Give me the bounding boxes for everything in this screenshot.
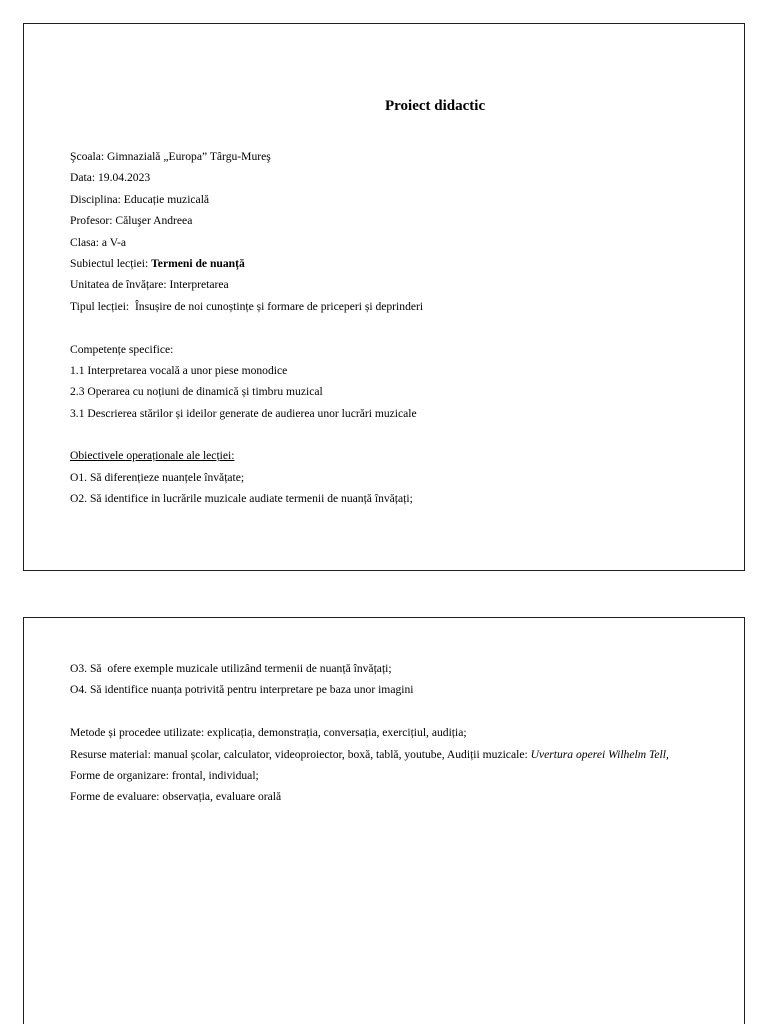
lesson-type-line: Tipul lecției: Însușire de noi cunoștințe și formare de priceperi și deprinderi	[70, 299, 424, 313]
competences-heading: Competențe specifice:	[70, 342, 174, 356]
methods-line: Metode și procedee utilizate: explicația, demonstrația, conversația, exercițiul, audiția;	[70, 726, 467, 740]
discipline-line: Disciplina: Educație muzicală	[70, 192, 210, 206]
date-line: Data: 19.04.2023	[70, 171, 151, 185]
objective-item: O4. Să identifice nuanța potrivită pentru interpretare pe baza unor imagini	[70, 683, 414, 697]
school-line: Şcoala: Gimnazială „Europa” Târgu-Mureş	[70, 150, 271, 163]
unit-line: Unitatea de învățare: Interpretarea	[70, 278, 229, 292]
subject-line	[70, 253, 423, 274]
objective-item: O1. Să diferențieze nuanțele învățate;	[70, 470, 245, 484]
class-line: Clasa: a V-a	[70, 235, 127, 249]
resources-italic-text: Uvertura operei Wilhelm Tell,	[530, 747, 669, 761]
document-page-2	[23, 617, 745, 1024]
document-page-1	[23, 23, 745, 571]
blank-line	[70, 424, 423, 445]
document-title: Proiect didactic	[385, 98, 486, 114]
blank-line	[70, 701, 669, 722]
subject-label: Subiectul lecției:	[70, 256, 152, 270]
competence-item: 2.3 Operarea cu noțiuni de dinamică și timbru muzical	[70, 385, 323, 399]
page-2-content	[70, 658, 669, 808]
teacher-line: Profesor: Căluşer Andreea	[70, 214, 193, 228]
competence-item: 3.1 Descrierea stărilor și ideilor generate de audierea unor lucrări muzicale	[70, 406, 417, 420]
objectives-heading	[70, 445, 423, 466]
page-1-content	[70, 146, 423, 510]
objectives-heading-text: Obiectivele operaționale ale lecției:	[70, 449, 235, 463]
subject-value: Termeni de nuanță	[151, 256, 245, 270]
resources-line	[70, 744, 669, 765]
objective-item: O3. Să ofere exemple muzicale utilizând termenii de nuanță învățați;	[70, 662, 392, 675]
evaluation-line: Forme de evaluare: observația, evaluare orală	[70, 790, 282, 804]
resources-text: Resurse material: manual școlar, calculator, videoproiector, boxă, tablă, youtube, Audiții muzicale:	[70, 747, 531, 761]
organization-line: Forme de organizare: frontal, individual;	[70, 768, 259, 782]
competence-item: 1.1 Interpretarea vocală a unor piese monodice	[70, 363, 288, 377]
blank-line	[70, 317, 423, 338]
objective-item: O2. Să identifice in lucrările muzicale audiate termenii de nuanță învățați;	[70, 492, 413, 506]
